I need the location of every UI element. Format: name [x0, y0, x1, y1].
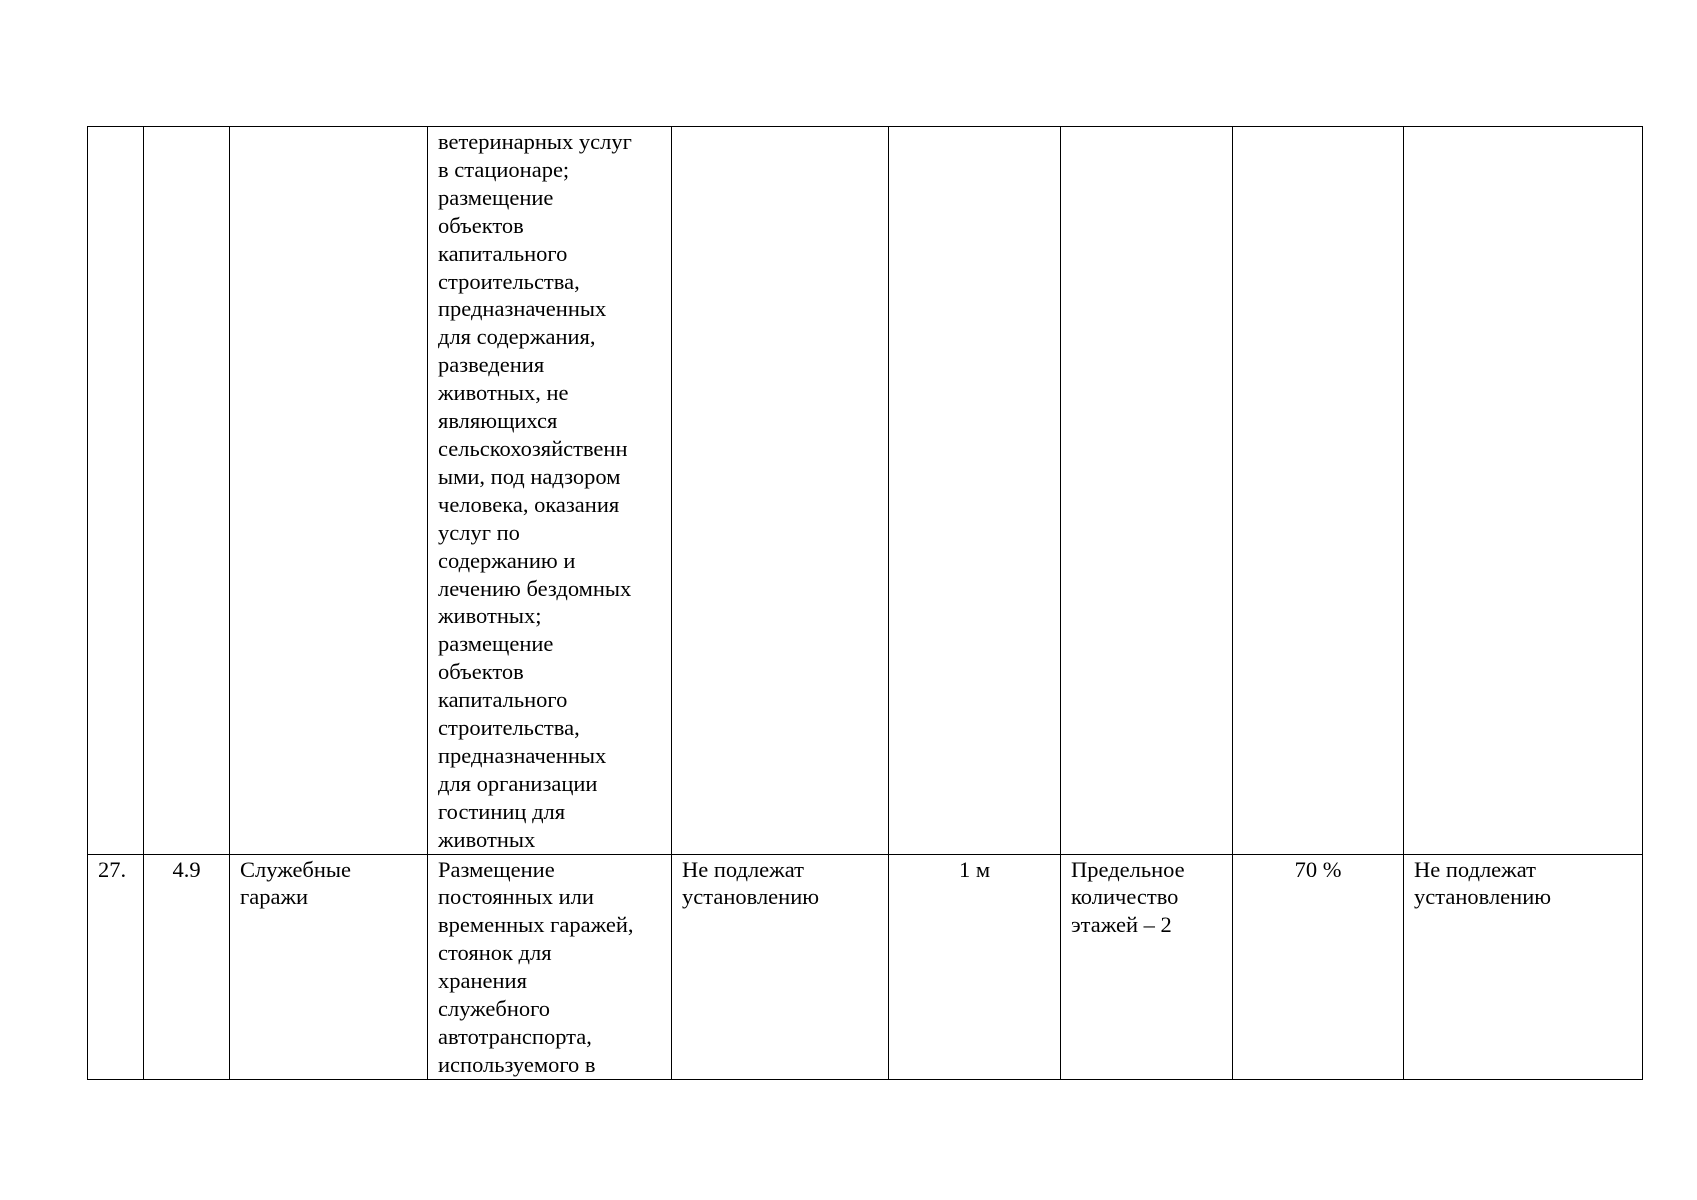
description-line: объектов — [438, 212, 524, 238]
plot-size-line: Не подлежат — [682, 856, 804, 882]
description-line: капитального — [438, 240, 568, 266]
use-description-cell — [428, 127, 672, 855]
coverage-cell — [1233, 127, 1404, 855]
description-line: являющихся — [438, 408, 558, 434]
plot-size-line: установлению — [682, 884, 820, 910]
description-line: услуг по — [438, 519, 520, 545]
plot-size-cell — [672, 854, 889, 1079]
description-line: служебного — [438, 996, 551, 1022]
description-line: лечению бездомных — [438, 575, 632, 601]
description-line: ветеринарных услуг — [438, 129, 632, 154]
description-line: человека, оказания — [438, 491, 620, 517]
description-line: содержанию и — [438, 547, 576, 573]
description-line: используемого в — [438, 1051, 596, 1077]
coverage-cell: 70 % — [1233, 854, 1404, 1079]
description-line: гостиниц для — [438, 798, 566, 824]
use-name-cell — [230, 127, 428, 855]
description-line: ыми, под надзором — [438, 463, 621, 489]
use-name-cell — [230, 854, 428, 1079]
description-line: стоянок для — [438, 940, 552, 966]
name-line: гаражи — [240, 884, 309, 910]
description-line: постоянных или — [438, 884, 594, 910]
plot-size-cell — [672, 127, 889, 855]
description-line: Размещение — [438, 856, 555, 882]
zoning-regulations-table — [87, 126, 1643, 1080]
other-params-cell — [1404, 127, 1643, 855]
floors-line: Предельное — [1071, 856, 1185, 882]
description-line: объектов — [438, 659, 524, 685]
floors-line: количество — [1071, 884, 1179, 910]
other-params-line: установлению — [1414, 884, 1552, 910]
description-line: для содержания, — [438, 324, 596, 350]
description-line: капитального — [438, 687, 568, 713]
other-params-cell — [1404, 854, 1643, 1079]
row-number-cell: 27. — [88, 854, 144, 1079]
name-line: Служебные — [240, 856, 352, 882]
setback-cell — [889, 127, 1061, 855]
description-line: разведения — [438, 352, 545, 378]
description-line: животных — [438, 826, 536, 852]
description-line: предназначенных — [438, 742, 607, 768]
description-line: размещение — [438, 184, 554, 210]
floors-cell — [1061, 854, 1233, 1079]
description-line: предназначенных — [438, 296, 607, 322]
description-line: автотранспорта, — [438, 1024, 592, 1049]
use-code-cell: 4.9 — [144, 854, 230, 1079]
table-row — [88, 127, 1643, 855]
description-line: строительства, — [438, 268, 580, 294]
floors-line: этажей – 2 — [1071, 912, 1172, 938]
description-line: размещение — [438, 631, 554, 657]
description-line: животных, не — [438, 380, 569, 406]
description-line: животных; — [438, 603, 542, 629]
table-row — [88, 854, 1643, 1079]
use-description-cell — [428, 854, 672, 1079]
description-line: строительства, — [438, 715, 580, 741]
setback-cell: 1 м — [889, 854, 1061, 1079]
row-number-cell — [88, 127, 144, 855]
floors-cell — [1061, 127, 1233, 855]
description-line: хранения — [438, 968, 527, 994]
description-line: в стационаре; — [438, 156, 570, 182]
other-params-line: Не подлежат — [1414, 856, 1536, 882]
description-line: для организации — [438, 770, 598, 796]
description-line: сельскохозяйственн — [438, 435, 628, 461]
description-line: временных гаражей, — [438, 912, 634, 938]
use-code-cell — [144, 127, 230, 855]
